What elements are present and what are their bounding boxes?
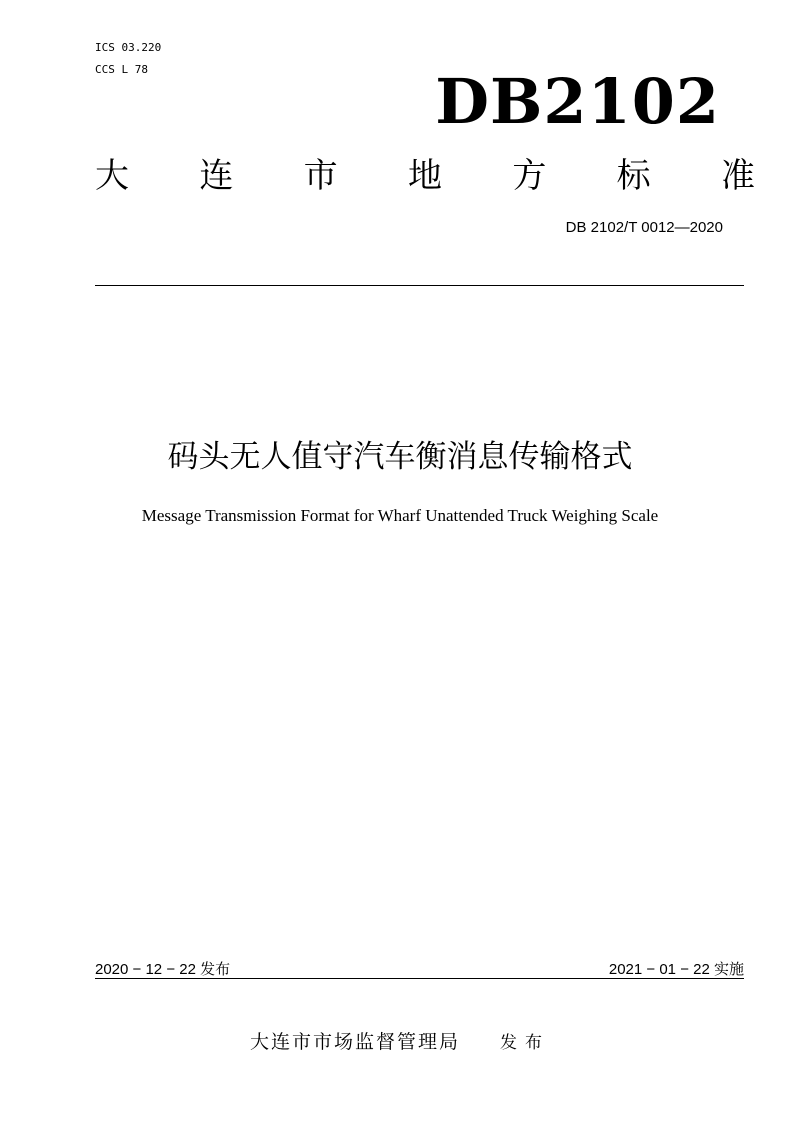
- standard-type-char: 地: [407, 156, 442, 196]
- standard-number: DB 2102/T 0012—2020: [565, 219, 723, 236]
- standard-type-char: 连: [199, 156, 234, 196]
- issue-date-value: 2020 − 12 − 22: [95, 961, 196, 978]
- implementation-date-value: 2021 − 01 − 22: [608, 961, 710, 978]
- issue-date-label: 发布: [200, 960, 231, 978]
- issuer-line: [0, 1029, 800, 1056]
- footer-divider: [95, 978, 744, 979]
- implementation-date: [609, 959, 744, 980]
- issue-date: [95, 959, 230, 980]
- issuer-action: 发布: [500, 1033, 551, 1053]
- header-divider: [95, 285, 744, 286]
- document-title-chinese: 码头无人值守汽车衡消息传输格式: [167, 439, 633, 475]
- standard-type-char: 市: [303, 156, 338, 196]
- issuer-name: 大连市市场监督管理局: [249, 1031, 460, 1053]
- db-standard-code: DB2102: [435, 65, 720, 138]
- standard-type-heading: [95, 154, 755, 198]
- ccs-code: CCS L 78: [95, 63, 148, 76]
- implementation-date-label: 实施: [713, 960, 744, 978]
- standard-type-char: 大: [95, 156, 129, 196]
- standard-type-char: 标: [616, 156, 651, 196]
- document-title-english: Message Transmission Format for Wharf Unattended Truck Weighing Scale: [141, 506, 659, 525]
- standard-type-char: 方: [512, 156, 547, 196]
- ics-code: ICS 03.220: [95, 41, 162, 54]
- standard-type-char: 准: [720, 156, 755, 196]
